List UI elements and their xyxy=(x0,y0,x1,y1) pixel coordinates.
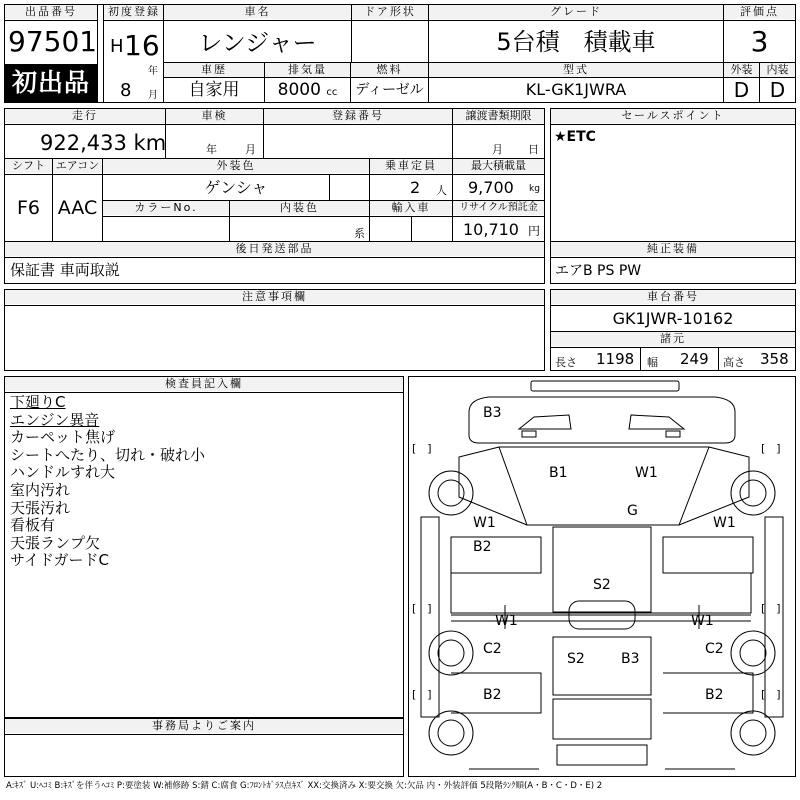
height-value: 358 xyxy=(760,350,789,368)
damage-mark: W1 xyxy=(713,515,736,531)
shift-value: F6 xyxy=(16,197,41,219)
car-name-label: 車名 xyxy=(164,5,351,19)
displacement-label: 排気量 xyxy=(265,63,350,77)
mileage xyxy=(40,130,166,156)
specs-label: 諸元 xyxy=(551,332,795,346)
notes-label: 注意事項欄 xyxy=(5,290,544,304)
bracket: [ ] xyxy=(761,602,781,615)
reg-month: 8 xyxy=(120,80,132,101)
genuine-equipment-value: エアB PS PW xyxy=(555,263,642,279)
transfer-day-unit: 日 xyxy=(528,143,539,156)
int-color-label: 内装色 xyxy=(230,201,369,215)
inspector-item: 天張ランプ欠 xyxy=(10,533,101,552)
damage-mark: W1 xyxy=(495,613,518,629)
damage-mark: W1 xyxy=(473,515,496,531)
car-name: レンジャー xyxy=(198,29,317,57)
model-label: 型式 xyxy=(429,63,723,77)
capacity-label: 乗車定員 xyxy=(370,159,452,173)
damage-mark: C2 xyxy=(483,641,502,657)
max-load-unit: kg xyxy=(529,184,540,194)
lot-label: 出品番号 xyxy=(5,5,97,19)
inspector-item: シートへたり、切れ・破れ小 xyxy=(10,445,206,464)
door-label: ドア形状 xyxy=(352,5,428,19)
width-value: 249 xyxy=(680,350,709,368)
fuel-label: 燃料 xyxy=(351,63,428,77)
damage-legend: A:ｷｽﾞ U:ﾍｺﾐ B:ｷｽﾞを伴うﾍｺﾐ P:要塗装 W:補修跡 S:錆 C:腐食 G:ﾌﾛﾝﾄｶﾞﾗｽ点ｷｽﾞ XX:交換済み X:要交換 欠:欠品 内・外装評価 5段階ﾗﾝｸ順(A・B・C・D・E) 2 xyxy=(6,781,603,791)
era: H xyxy=(110,36,124,57)
damage-mark: B3 xyxy=(483,405,502,421)
inspector-item: 看板有 xyxy=(10,516,56,535)
color-no-label: カラーNo. xyxy=(103,201,229,215)
inspector-item: 室内汚れ xyxy=(10,480,71,499)
lot-number: 97501 xyxy=(8,25,98,58)
exterior-grade: D xyxy=(733,78,750,102)
damage-mark: B2 xyxy=(473,539,492,555)
transfer-month-unit: 月 xyxy=(492,143,503,156)
import-label: 輸入車 xyxy=(370,201,452,215)
displacement-unit: cc xyxy=(326,87,338,98)
inspector-list xyxy=(10,394,400,570)
length-value: 1198 xyxy=(596,350,635,368)
displacement-number: 8000 xyxy=(277,80,321,100)
later-parts-value: 保証書 車両取説 xyxy=(10,261,120,279)
capacity-value: 2 xyxy=(410,178,421,197)
inspector-item: 下廻りC xyxy=(10,393,66,411)
int-color-suffix: 系 xyxy=(354,227,365,240)
damage-mark: S2 xyxy=(593,577,611,593)
inspector-item: エンジン異音 xyxy=(10,410,100,429)
fuel-value: ディーゼル xyxy=(355,82,424,98)
month-unit: 月 xyxy=(148,90,158,101)
chassis-number: GK1JWR-10162 xyxy=(612,309,734,328)
damage-mark: B2 xyxy=(483,687,502,703)
inspector-item: サイドガードC xyxy=(10,551,109,570)
inspector-item: カーペット焦げ xyxy=(10,428,116,447)
mileage-value: 922,433 xyxy=(40,131,127,155)
office-notice-label: 事務局よりご案内 xyxy=(5,719,403,733)
chassis-label: 車台番号 xyxy=(551,290,795,304)
inspector-label: 検査員記入欄 xyxy=(5,377,403,391)
ext-color-value: ゲンシャ xyxy=(204,178,268,197)
vehicle-diagram xyxy=(408,376,796,777)
interior-grade: D xyxy=(769,78,786,102)
history-value: 自家用 xyxy=(188,80,240,100)
bracket: [ ] xyxy=(412,688,432,701)
mileage-unit: km xyxy=(133,131,167,155)
damage-mark: W1 xyxy=(635,465,658,481)
grade-label: グレード xyxy=(429,5,723,19)
bracket: [ ] xyxy=(412,602,432,615)
damage-mark: C2 xyxy=(705,641,724,657)
inspection-year-unit: 年 xyxy=(206,143,217,156)
inspector-item: 天張汚れ xyxy=(10,498,71,517)
interior-label: 内装 xyxy=(760,63,795,77)
rating-label: 評価点 xyxy=(724,5,795,19)
ext-color-label: 外装色 xyxy=(103,159,369,173)
height-label: 高さ xyxy=(723,356,745,369)
inspection-month-unit: 月 xyxy=(245,143,256,156)
damage-mark: S2 xyxy=(567,651,585,667)
damage-mark: B3 xyxy=(621,651,640,667)
transfer-label: 譲渡書類期限 xyxy=(453,109,544,123)
ac-label: エアコン xyxy=(53,159,102,173)
exterior-label: 外装 xyxy=(724,63,759,77)
damage-mark: B1 xyxy=(549,465,568,481)
recycle-value: 10,710 xyxy=(463,220,519,239)
rating: 3 xyxy=(750,25,769,58)
genuine-equipment-label: 純正装備 xyxy=(551,242,795,256)
first-listing-label: 初出品 xyxy=(11,68,90,97)
bracket: [ ] xyxy=(412,442,432,455)
selling-points-value: ★ETC xyxy=(554,129,596,145)
max-load-value: 9,700 xyxy=(468,178,514,197)
displacement-value xyxy=(265,80,350,103)
width-label: 幅 xyxy=(647,356,658,369)
bracket: [ ] xyxy=(761,688,781,701)
damage-mark: W1 xyxy=(691,613,714,629)
damage-mark: B2 xyxy=(705,687,724,703)
recycle-unit: 円 xyxy=(528,224,541,238)
selling-points-label: セールスポイント xyxy=(551,109,795,123)
year-unit: 年 xyxy=(148,66,158,77)
reg-no-label: 登録番号 xyxy=(264,109,452,123)
first-reg-label: 初度登録 xyxy=(104,5,164,19)
mileage-label: 走行 xyxy=(5,109,165,123)
max-load-label: 最大積載量 xyxy=(453,159,544,173)
model-value: KL-GK1JWRA xyxy=(525,80,627,99)
recycle-label: リサイクル預託金 xyxy=(453,201,544,215)
capacity-unit: 人 xyxy=(436,184,447,197)
inspector-item: ハンドルすれ大 xyxy=(10,463,116,482)
length-label: 長さ xyxy=(555,356,577,369)
shift-label: シフト xyxy=(5,159,52,173)
inspection-label: 車検 xyxy=(166,109,263,123)
later-parts-label: 後日発送部品 xyxy=(5,242,544,256)
reg-year: 16 xyxy=(124,29,160,62)
ac-value: AAC xyxy=(57,197,98,219)
damage-mark: G xyxy=(627,503,638,519)
bracket: [ ] xyxy=(761,442,781,455)
history-label: 車歴 xyxy=(164,63,264,77)
grade-value: 5台積 積載車 xyxy=(496,28,656,56)
